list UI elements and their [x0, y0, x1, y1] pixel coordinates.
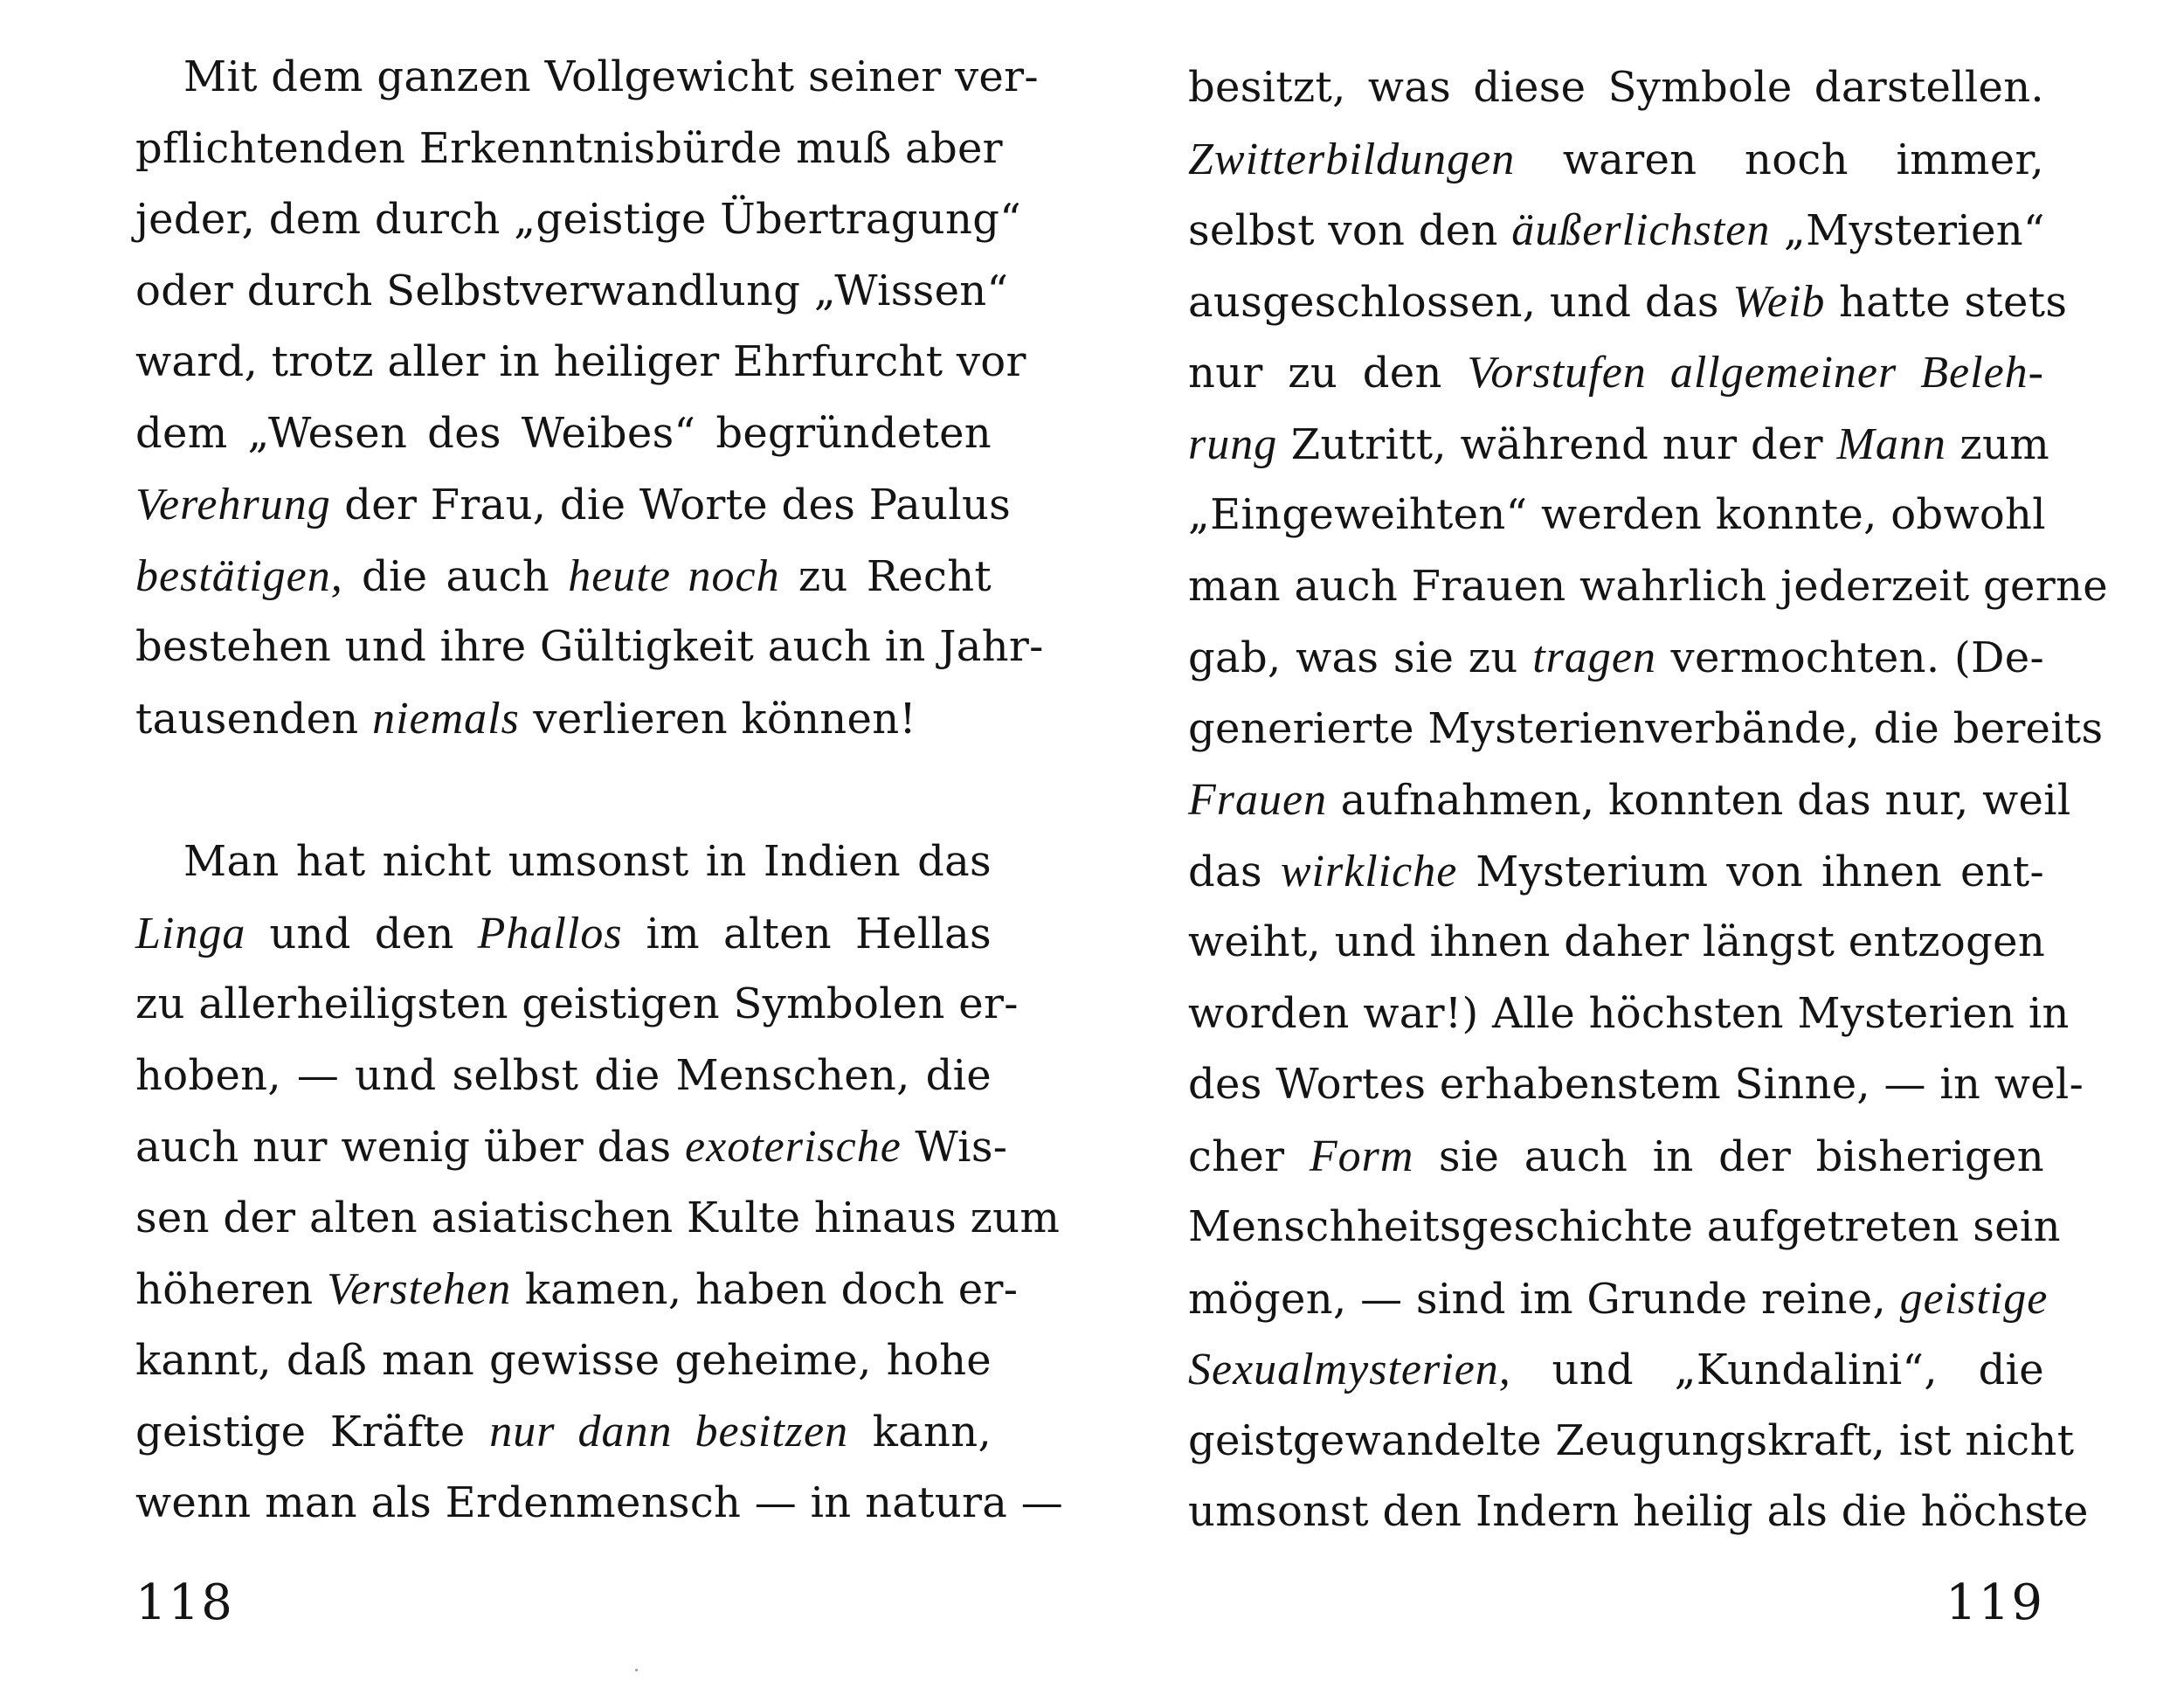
- text-line: [135, 184, 1022, 256]
- text-run: jeder, dem durch „geistige Übertragung“: [135, 195, 1022, 244]
- text-line: [1188, 1406, 2075, 1477]
- text-run: sie auch in der bisherigen: [1413, 1131, 2045, 1181]
- text-line: [1188, 979, 2070, 1050]
- text-run: Mit dem ganzen Vollgewicht seiner ver-: [183, 52, 1039, 101]
- text-run: „Eingeweihten“ werden konnte, obwohl: [1188, 490, 2046, 539]
- text-run: sen der alten asiatischen Kulte hinaus zum: [135, 1193, 1061, 1242]
- text-run: ward, trotz aller in heiliger Ehrfurcht vor: [135, 337, 1026, 386]
- text-line: [135, 1041, 992, 1112]
- emphasis-text: exoterische: [685, 1122, 902, 1172]
- text-line: [135, 469, 1012, 541]
- text-run: kannt, daß man gewisse geheime, hohe: [135, 1335, 992, 1385]
- right-page: [1188, 0, 2108, 1695]
- text-line: [1188, 694, 2104, 765]
- text-line: [1188, 1049, 2084, 1121]
- text-line: [1188, 907, 2044, 979]
- left-paragraph-1: [135, 42, 1044, 754]
- emphasis-text: heute noch: [568, 550, 780, 601]
- emphasis-text: tragen: [1532, 633, 1656, 682]
- emphasis-text: Zwitterbildungen: [1188, 134, 1516, 184]
- text-run: mögen, — sind im Grunde reine,: [1188, 1274, 1900, 1324]
- text-run: kann,: [848, 1408, 992, 1456]
- text-run: gab, was sie zu: [1188, 633, 1533, 682]
- text-run: ausgeschlossen, und das: [1188, 277, 1733, 327]
- text-run: höheren: [135, 1265, 328, 1314]
- text-run: pflichtenden Erkenntnisbürde muß aber: [135, 123, 1003, 173]
- text-run: wenn man als Erdenmensch — in natura —: [135, 1477, 1064, 1527]
- emphasis-text: nur dann besitzen: [489, 1407, 849, 1456]
- text-line: [135, 42, 1039, 114]
- text-run: selbst von den: [1188, 206, 1512, 255]
- text-line: [1188, 480, 2044, 551]
- text-run: hatte stets: [1825, 277, 2068, 327]
- text-run: man auch Frauen wahrlich jederzeit gerne: [1188, 561, 2108, 611]
- text-line: [135, 1111, 1008, 1183]
- emphasis-text: geistige: [1899, 1273, 2049, 1324]
- text-run: waren noch immer,: [1515, 135, 2044, 184]
- text-line: [135, 114, 1003, 185]
- page-number-left: 118: [135, 1574, 234, 1631]
- text-run: zu allerheiligsten geistigen Symbolen er-: [135, 979, 1019, 1028]
- text-line: [1188, 764, 2071, 836]
- emphasis-text: Weib: [1732, 276, 1826, 327]
- text-run: und „Kundalini“, die: [1510, 1346, 2044, 1394]
- right-paragraph-1: [1188, 52, 2108, 1548]
- page-number-right: 119: [1946, 1574, 2044, 1631]
- text-line: [135, 1396, 992, 1468]
- text-run: Mysterium von ihnen ent-: [1457, 847, 2045, 896]
- text-line: [1188, 1121, 2044, 1193]
- emphasis-text: niemals: [372, 693, 520, 744]
- text-run: geistgewandelte Zeugungskraft, ist nicht: [1188, 1415, 2075, 1465]
- text-line: [1188, 622, 2044, 694]
- emphasis-text: wirkliche: [1280, 846, 1458, 896]
- text-line: [1188, 52, 2044, 124]
- text-run: zum: [1946, 419, 2050, 469]
- emphasis-text: Verstehen: [327, 1264, 512, 1314]
- text-line: [135, 683, 992, 755]
- text-line: [135, 541, 992, 612]
- text-run: des Wortes erhabenstem Sinne, — in wel-: [1188, 1060, 2084, 1109]
- text-run: das: [1188, 847, 1281, 896]
- text-run: Zutritt, während nur der: [1277, 419, 1837, 469]
- text-run: oder durch Selbstverwandlung „Wissen“: [135, 266, 1009, 315]
- emphasis-text: Frauen: [1188, 775, 1328, 825]
- text-line: [135, 1325, 992, 1397]
- text-line: [1188, 836, 2044, 908]
- text-run: vermochten. (De-: [1655, 633, 2044, 682]
- text-run: dem „Wesen des Weibes“ begründeten: [135, 408, 992, 458]
- emphasis-text: Verehrung: [135, 480, 331, 529]
- text-run: nur zu den: [1188, 349, 1468, 398]
- emphasis-text: Form: [1309, 1131, 1414, 1181]
- text-run: Wis-: [901, 1123, 1008, 1172]
- left-paragraph-2: [135, 827, 1064, 1539]
- text-line: [1188, 195, 2044, 266]
- emphasis-text: rung: [1188, 419, 1278, 469]
- text-run: und den: [245, 909, 478, 958]
- text-line: [135, 1254, 1019, 1325]
- emphasis-text: Linga: [135, 908, 246, 958]
- text-run: Man hat nicht umsonst in Indien das: [183, 837, 992, 886]
- text-run: weiht, und ihnen daher längst entzogen: [1188, 917, 2046, 966]
- text-line: [135, 969, 1019, 1041]
- emphasis-text: bestätigen,: [135, 550, 343, 601]
- text-run: im alten Hellas: [622, 909, 992, 958]
- left-page: [135, 0, 1064, 1695]
- text-line: [1188, 409, 2050, 481]
- text-line: [135, 327, 1026, 398]
- emphasis-text: Phallos: [477, 908, 623, 958]
- text-run: bestehen und ihre Gültigkeit auch in Jahr-: [135, 622, 1044, 671]
- text-run: hoben, — und selbst die Menschen, die: [135, 1050, 992, 1100]
- text-run: tausenden: [135, 694, 373, 744]
- text-run: kamen, haben doch er-: [511, 1265, 1019, 1314]
- emphasis-text: äußerlichsten: [1511, 205, 1771, 255]
- text-run: die auch: [342, 551, 569, 601]
- text-line: [135, 898, 992, 970]
- text-run: cher: [1188, 1131, 1310, 1181]
- text-run: worden war!) Alle höchsten Mysterien in: [1188, 988, 2070, 1038]
- text-line: [1188, 266, 2068, 338]
- text-line: [135, 256, 1009, 328]
- text-line: [135, 1183, 1061, 1255]
- text-line: [1188, 1477, 2089, 1548]
- text-line: [1188, 1192, 2061, 1263]
- text-run: aufnahmen, konnten das nur, weil: [1327, 776, 2071, 825]
- text-line: [1188, 337, 2044, 409]
- paper-speck: [635, 1669, 638, 1671]
- text-run: auch nur wenig über das: [135, 1123, 686, 1172]
- text-run: geistige Kräfte: [135, 1408, 490, 1456]
- text-line: [1188, 124, 2044, 196]
- text-run: generierte Mysterienverbände, die bereits: [1188, 703, 2104, 753]
- text-line: [135, 612, 1044, 683]
- text-line: [1188, 551, 2108, 623]
- text-line: [1188, 1263, 2049, 1335]
- text-run: der Frau, die Worte des Paulus: [330, 481, 1012, 529]
- text-line: [1188, 1334, 2044, 1406]
- text-line: [135, 1468, 1064, 1539]
- emphasis-text: Mann: [1836, 419, 1946, 469]
- text-run: „Mysterien“: [1770, 206, 2045, 255]
- text-line: [135, 398, 992, 470]
- emphasis-text: Vorstufen allgemeiner Beleh-: [1467, 348, 2044, 398]
- emphasis-text: Sexualmysterien,: [1188, 1345, 1511, 1394]
- text-run: besitzt, was diese Symbole darstellen.: [1188, 63, 2044, 112]
- text-run: Menschheitsgeschichte aufgetreten sein: [1188, 1202, 2061, 1251]
- text-line: [135, 827, 992, 898]
- text-run: umsonst den Indern heilig als die höchste: [1188, 1487, 2089, 1536]
- text-run: zu Recht: [779, 551, 992, 601]
- text-run: verlieren können!: [519, 694, 917, 744]
